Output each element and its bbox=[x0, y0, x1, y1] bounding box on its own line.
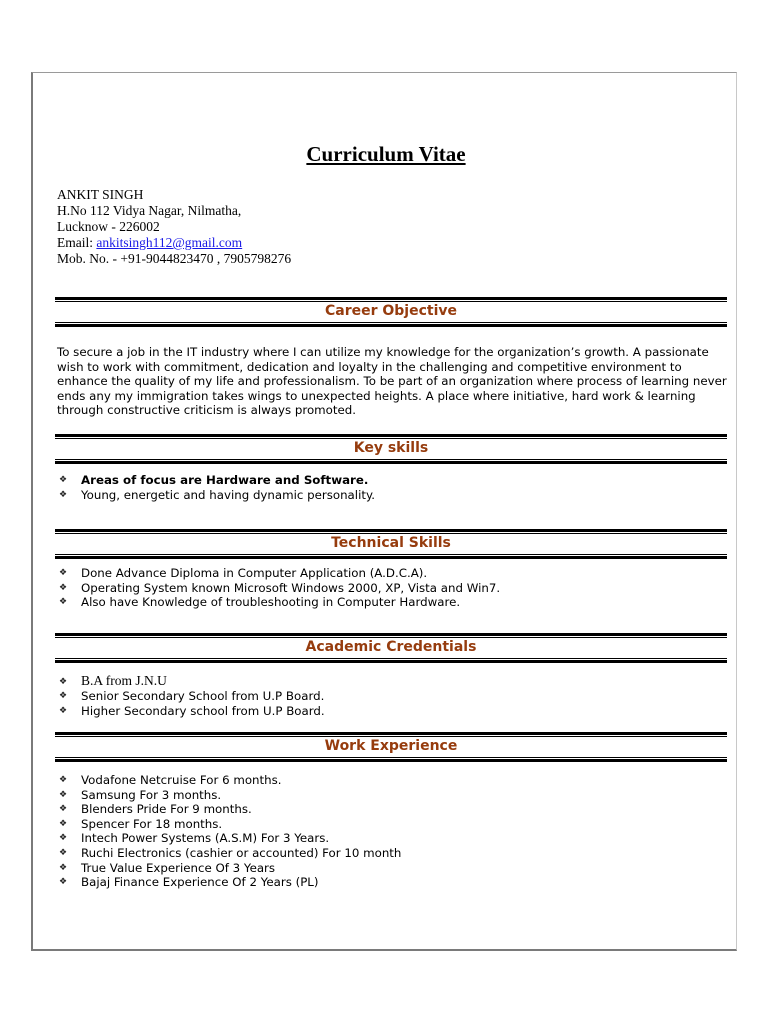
diamond-bullet-icon: ❖ bbox=[59, 833, 68, 844]
list-item: ❖ Blenders Pride For 9 months. bbox=[59, 802, 252, 817]
diamond-bullet-icon: ❖ bbox=[59, 489, 68, 500]
diamond-bullet-icon: ❖ bbox=[59, 705, 68, 716]
section-title: Work Experience bbox=[324, 738, 458, 754]
divider bbox=[55, 633, 727, 638]
diamond-bullet-icon: ❖ bbox=[59, 597, 68, 608]
divider bbox=[55, 459, 727, 464]
resume-page bbox=[31, 72, 737, 951]
list-item: ❖ Done Advance Diploma in Computer Application (A.D.C.A). bbox=[59, 566, 428, 580]
divider bbox=[55, 757, 727, 762]
diamond-bullet-icon: ❖ bbox=[59, 877, 68, 888]
section-header-work-experience bbox=[55, 732, 727, 762]
work-experience-list bbox=[57, 773, 401, 890]
list-item: ❖ Areas of focus are Hardware and Software. bbox=[59, 473, 369, 487]
technical-skills-list bbox=[57, 566, 500, 610]
section-title: Technical Skills bbox=[331, 535, 451, 551]
email-line bbox=[57, 235, 291, 251]
address-line-2: Lucknow - 226002 bbox=[57, 219, 160, 234]
diamond-bullet-icon: ❖ bbox=[59, 862, 68, 873]
divider bbox=[55, 529, 727, 534]
career-objective-text: To secure a job in the IT industry where I can utilize my knowledge for the organization’s growth. A passionate wish to work with commitment, dedication and loyalty in the challenging and competitive environment to enhance the quality of my life and professionalism. To be part of an organization where process of learning never ends any my immigration takes wings to unexpected heights. A place where initiative, hard work & learning through constructive criticism is always promoted. bbox=[57, 345, 727, 418]
address-line-1: H.No 112 Vidya Nagar, Nilmatha, bbox=[57, 203, 242, 218]
list-item: ❖ Also have Knowledge of troubleshooting in Computer Hardware. bbox=[59, 595, 461, 610]
list-item: ❖ Spencer For 18 months. bbox=[59, 816, 223, 831]
diamond-bullet-icon: ❖ bbox=[59, 818, 68, 829]
list-item: ❖ Higher Secondary school from U.P Board. bbox=[59, 703, 325, 718]
document-title: Curriculum Vitae bbox=[306, 142, 466, 166]
list-item: ❖ Bajaj Finance Experience Of 2 Years (PL) bbox=[59, 875, 319, 890]
section-header-academic-credentials bbox=[55, 633, 727, 663]
key-skills-list bbox=[57, 473, 375, 502]
candidate-name: ANKIT SINGH bbox=[57, 187, 144, 202]
diamond-bullet-icon: ❖ bbox=[59, 582, 68, 593]
divider bbox=[55, 297, 727, 302]
divider bbox=[55, 732, 727, 737]
contact-block bbox=[57, 187, 291, 267]
section-title: Key skills bbox=[353, 440, 429, 456]
diamond-bullet-icon: ❖ bbox=[59, 789, 68, 800]
section-header-key-skills bbox=[55, 434, 727, 464]
diamond-bullet-icon: ❖ bbox=[59, 676, 68, 686]
section-header-technical-skills bbox=[55, 529, 727, 559]
diamond-bullet-icon: ❖ bbox=[59, 847, 68, 858]
diamond-bullet-icon: ❖ bbox=[59, 691, 68, 701]
diamond-bullet-icon: ❖ bbox=[59, 475, 68, 485]
divider bbox=[55, 434, 727, 439]
email-link[interactable]: ankitsingh112@gmail.com bbox=[96, 235, 243, 250]
list-item: ❖ Senior Secondary School from U.P Board. bbox=[59, 689, 325, 703]
list-item: ❖ Intech Power Systems (A.S.M) For 3 Years. bbox=[59, 831, 330, 846]
section-title: Academic Credentials bbox=[305, 639, 477, 655]
mobile-line: Mob. No. - +91-9044823470 , 7905798276 bbox=[57, 251, 292, 266]
diamond-bullet-icon: ❖ bbox=[59, 568, 68, 578]
section-title: Career Objective bbox=[324, 303, 458, 319]
diamond-bullet-icon: ❖ bbox=[59, 804, 68, 815]
list-item: ❖ Samsung For 3 months. bbox=[59, 787, 222, 802]
section-header-career-objective bbox=[55, 297, 727, 327]
list-item: ❖ Operating System known Microsoft Windows 2000, XP, Vista and Win7. bbox=[59, 580, 501, 595]
list-item: ❖ Young, energetic and having dynamic personality. bbox=[59, 487, 376, 502]
list-item: ❖ Ruchi Electronics (cashier or accounted) For 10 month bbox=[59, 845, 402, 860]
academic-list bbox=[57, 673, 325, 718]
divider bbox=[55, 554, 727, 559]
diamond-bullet-icon: ❖ bbox=[59, 775, 68, 785]
divider bbox=[55, 658, 727, 663]
list-item: ❖ Vodafone Netcruise For 6 months. bbox=[59, 773, 282, 787]
email-label: Email: bbox=[57, 235, 97, 250]
divider bbox=[55, 322, 727, 327]
list-item: ❖ True Value Experience Of 3 Years bbox=[59, 860, 276, 875]
list-item: ❖ B.A from J.N.U bbox=[59, 673, 167, 688]
